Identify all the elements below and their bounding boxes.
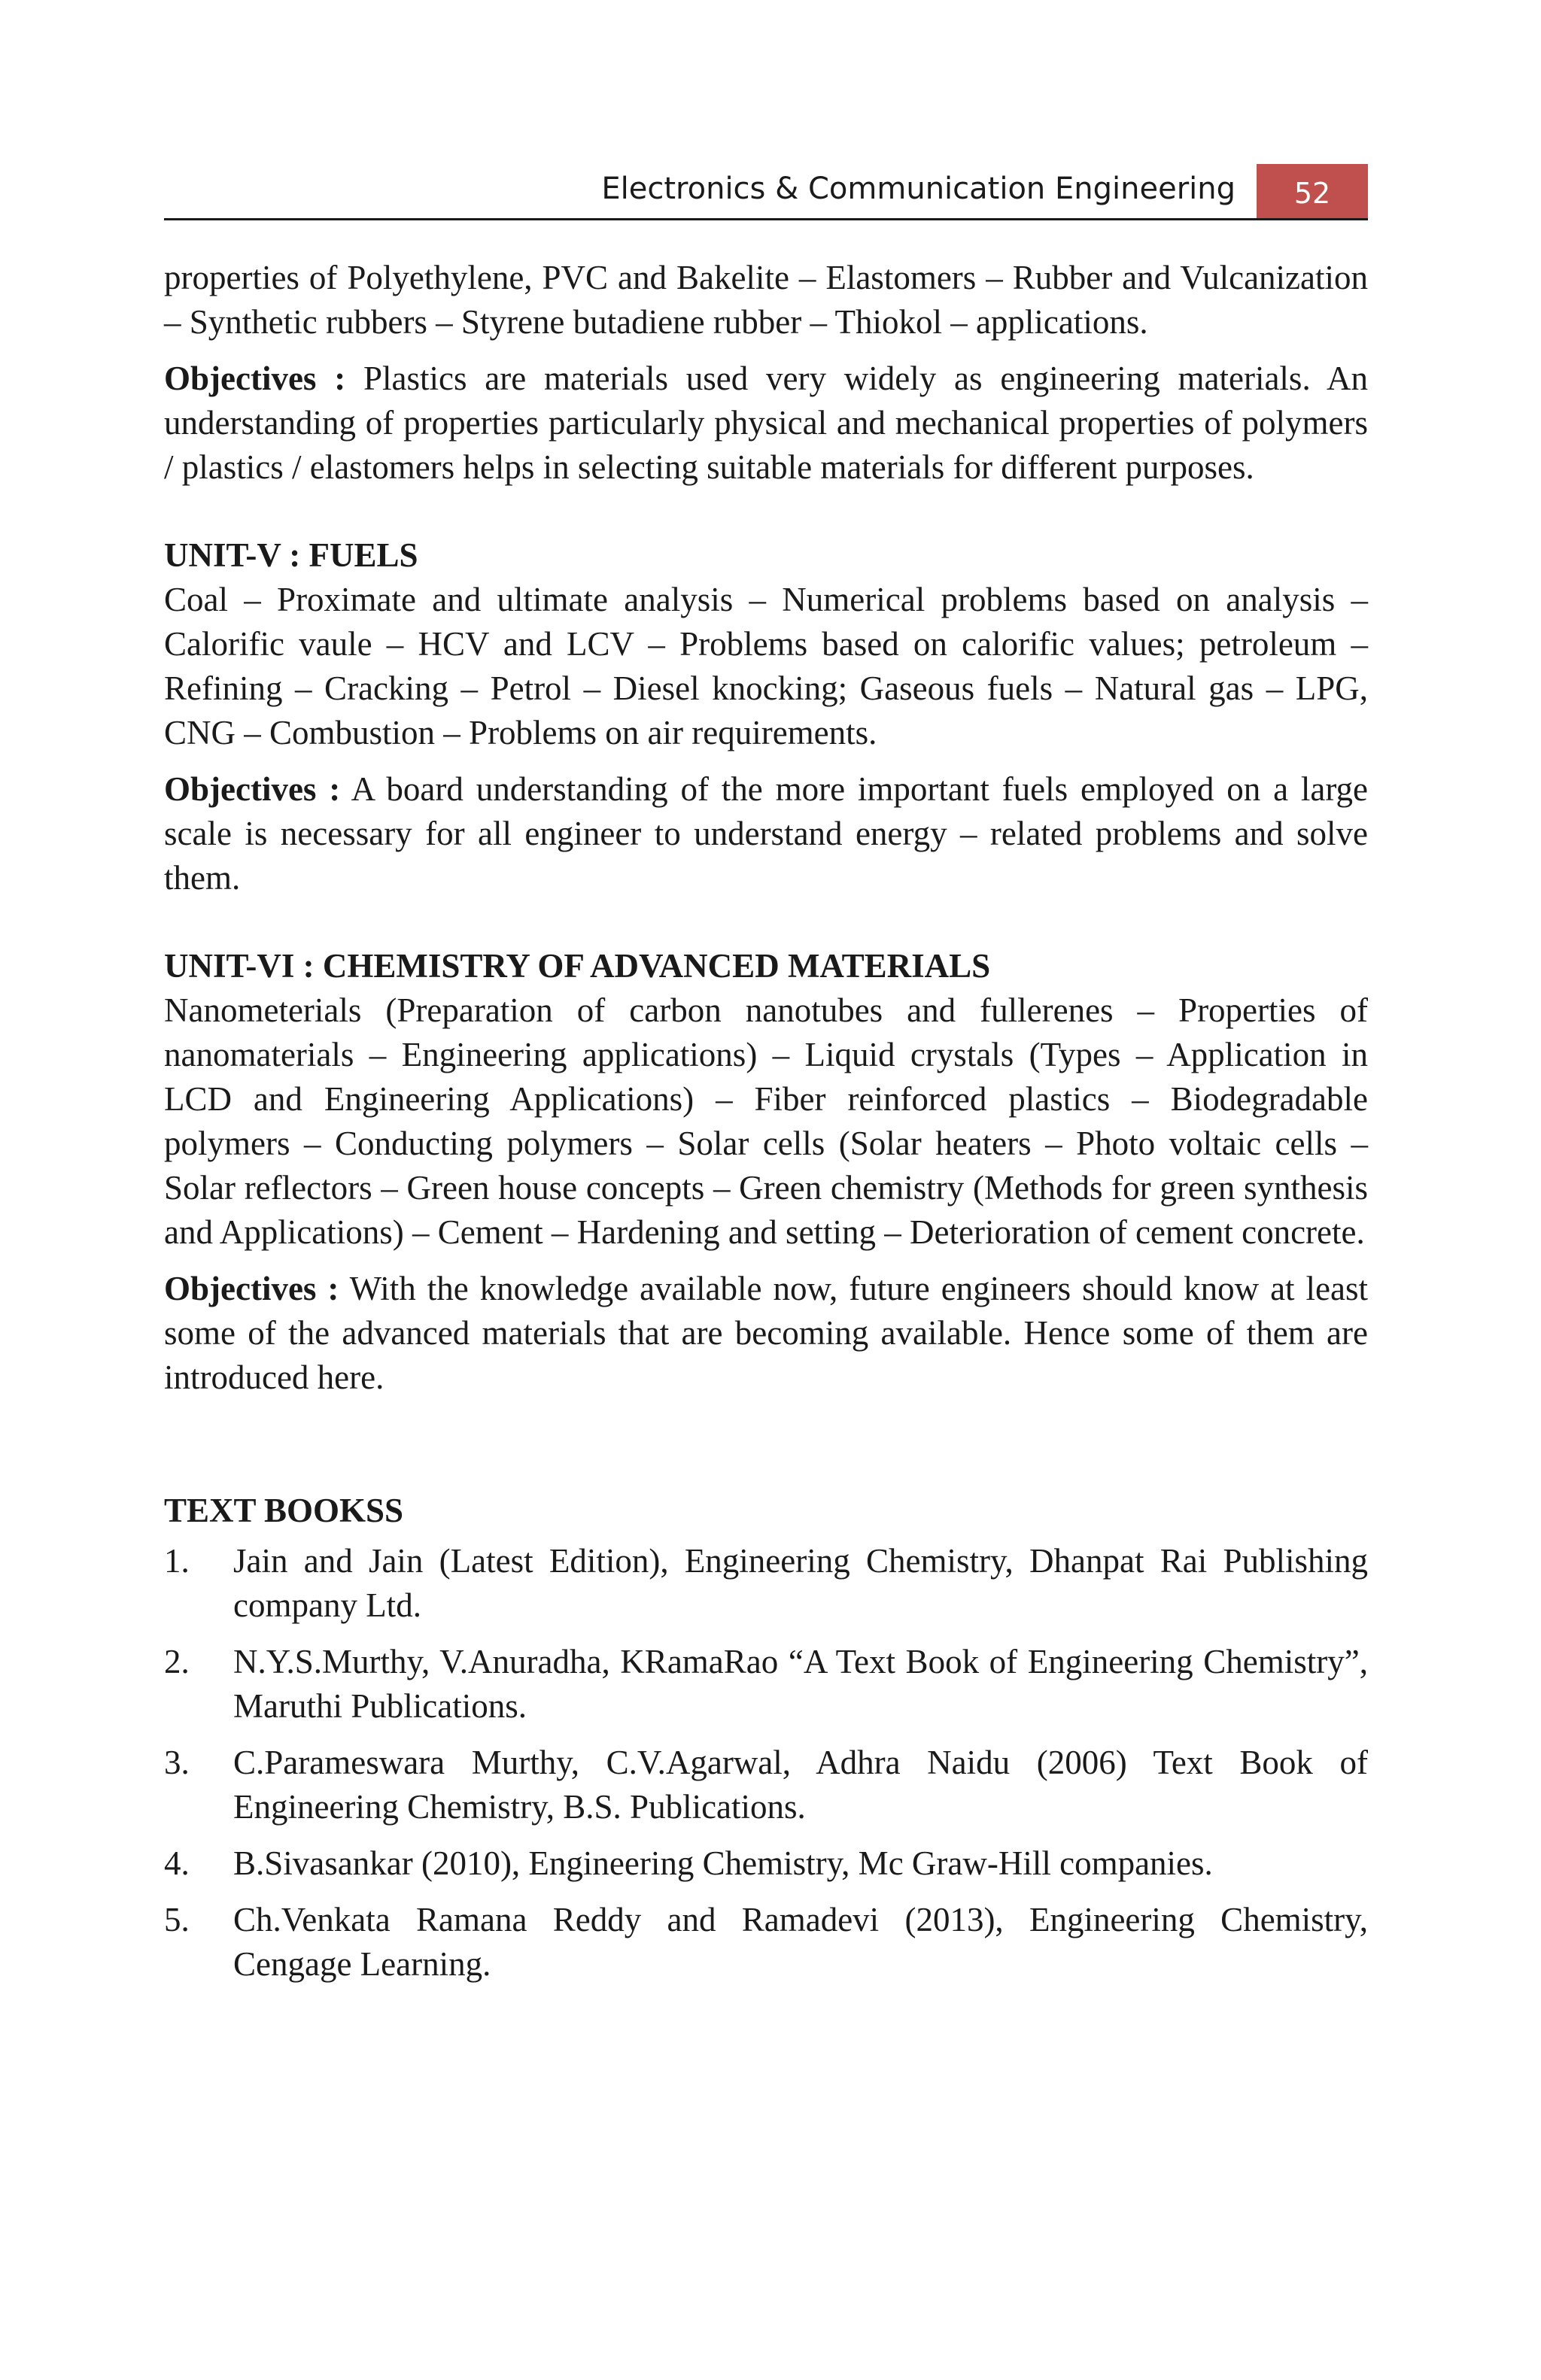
list-item — [164, 1841, 1368, 1886]
page-number-badge: 52 — [1257, 164, 1368, 220]
list-item — [164, 1898, 1368, 1987]
header-divider — [164, 218, 1368, 220]
unit-6-body: Nanometerials (Preparation of carbon nanotubes and fullerenes – Properties of nanomaterials – Engineering applications) – Liquid crystals (Types – Application in LCD and Engineering Applications) – Fiber reinforced plastics – Biodegradable polymers – Conducting polymers – Solar cells (Solar heaters – Photo voltaic cells – Solar reflectors – Green house concepts – Green chemistry (Methods for green synthesis and Applications) – Cement – Hardening and setting – Deterioration of cement concrete. — [164, 991, 1368, 1251]
list-item-number: 5. — [164, 1901, 190, 1938]
unit-5-body: Coal – Proximate and ultimate analysis – Numerical problems based on analysis – Calorific vaule – HCV and LCV – Problems based on calorific values; petroleum – Refining – Cracking – Petrol – Diesel knocking; Gaseous fuels – Natural gas – LPG, CNG – Combustion – Problems on air requirements. — [164, 581, 1368, 751]
unit-5-heading: UNIT-V : FUELS — [164, 536, 418, 574]
list-item-number: 1. — [164, 1542, 190, 1580]
unit-5-objectives — [164, 767, 1368, 900]
list-item-number: 2. — [164, 1643, 190, 1680]
list-item-text: Ch.Venkata Ramana Reddy and Ramadevi (2013), Engineering Chemistry, Cengage Learning. — [233, 1901, 1368, 1983]
list-item — [164, 1741, 1368, 1829]
objectives-label: Objectives : — [164, 360, 346, 397]
page-header — [164, 164, 1368, 220]
list-item — [164, 1539, 1368, 1628]
list-item-number: 3. — [164, 1744, 190, 1781]
intro-paragraph: properties of Polyethylene, PVC and Bakelite – Elastomers – Rubber and Vulcanization – Synthetic rubbers – Styrene butadiene rubber – Thiokol – applications. — [164, 259, 1368, 341]
textbooks-list — [164, 1539, 1368, 1987]
objectives-text: With the knowledge available now, future engineers should know at least some of the advanced materials that are becoming available. Hence some of them are introduced here. — [164, 1270, 1369, 1396]
page-content — [164, 256, 1368, 1999]
header-title: Electronics & Communication Engineering — [601, 172, 1236, 206]
objectives-paragraph-1 — [164, 357, 1368, 490]
textbooks-heading: TEXT BOOKSS — [164, 1492, 404, 1529]
objectives-label: Objectives : — [164, 770, 341, 808]
unit-6-heading: UNIT-VI : CHEMISTRY OF ADVANCED MATERIALS — [164, 947, 991, 985]
list-item-text: C.Parameswara Murthy, C.V.Agarwal, Adhra Naidu (2006) Text Book of Engineering Chemistry, B.S. Publications. — [233, 1744, 1368, 1826]
objectives-label: Objectives : — [164, 1270, 339, 1307]
list-item-text: Jain and Jain (Latest Edition), Engineering Chemistry, Dhanpat Rai Publishing company Ltd. — [233, 1542, 1368, 1624]
objectives-text: A board understanding of the more important fuels employed on a large scale is necessary for all engineer to understand energy – related problems and solve them. — [164, 770, 1368, 897]
list-item-text: N.Y.S.Murthy, V.Anuradha, KRamaRao “A Text Book of Engineering Chemistry”, Maruthi Publications. — [233, 1643, 1368, 1725]
list-item-text: B.Sivasankar (2010), Engineering Chemistry, Mc Graw-Hill companies. — [233, 1844, 1213, 1882]
objectives-text: Plastics are materials used very widely as engineering materials. An understanding of properties particularly physical and mechanical properties of polymers / plastics / elastomers helps in selecting suitable materials for different purposes. — [164, 360, 1368, 486]
list-item-number: 4. — [164, 1844, 190, 1882]
unit-6-objectives — [164, 1267, 1368, 1400]
list-item — [164, 1640, 1368, 1729]
